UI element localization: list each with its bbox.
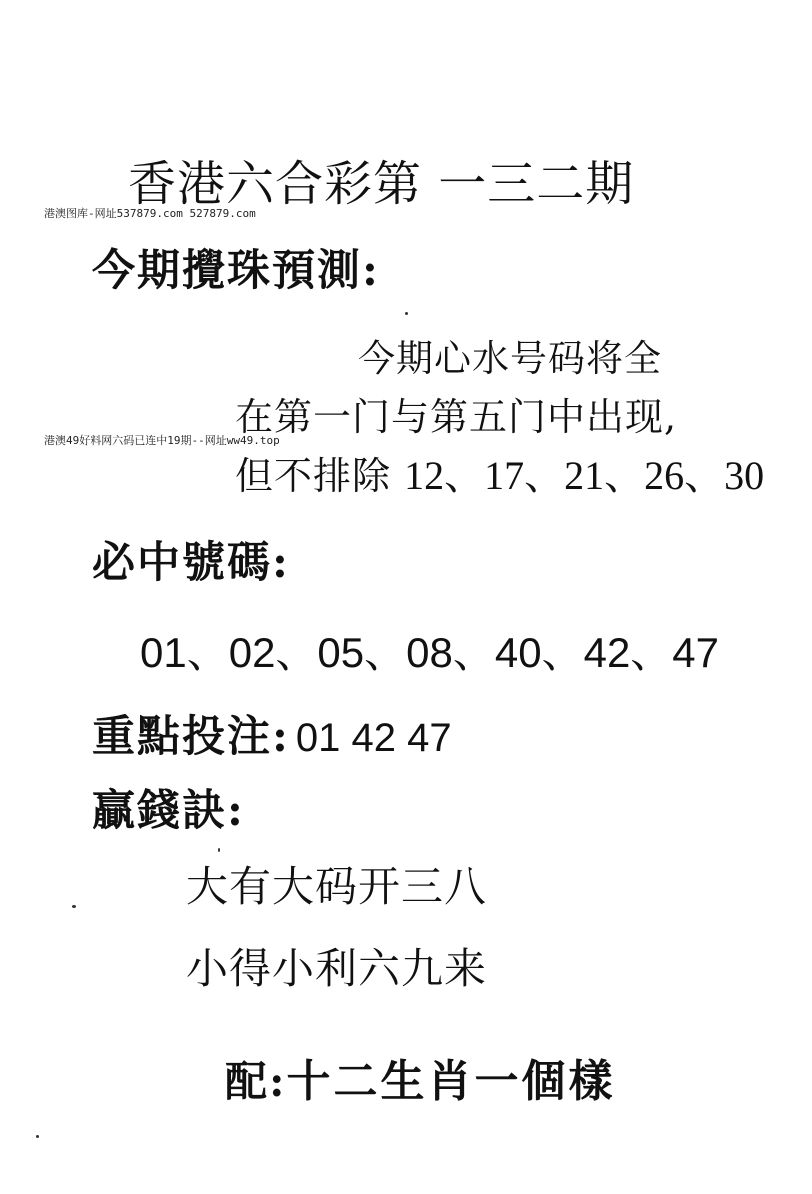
formula-verse-2: 小得小利六九来	[186, 944, 488, 993]
scan-speck	[36, 1135, 39, 1138]
match-row	[225, 1056, 616, 1107]
prediction-line-1: 今期心水号码将全	[358, 337, 662, 380]
key-bet-heading: 重點投注:	[92, 712, 290, 762]
scan-speck	[218, 848, 220, 852]
excluded-numbers: 12、17、21、26、30	[404, 453, 765, 498]
watermark-middle: 港澳49好料网六码已连中19期--网址ww49.top	[44, 434, 280, 447]
must-win-numbers: 01、02、05、08、40、42、47	[140, 629, 720, 676]
match-zodiac: 十二生肖一個樣	[286, 1056, 616, 1107]
watermark-top: 港澳图库-网址537879.com 527879.com	[44, 207, 256, 220]
scan-speck	[405, 312, 408, 315]
prediction-line-2: 在第一门与第五门中出现,	[235, 395, 678, 439]
prediction-heading: 今期攪珠預測:	[92, 246, 380, 296]
match-label: 配:	[225, 1057, 287, 1106]
prediction-line-3-prefix: 但不排除	[235, 454, 392, 498]
prediction-line-3	[235, 453, 765, 498]
must-win-heading: 必中號碼:	[92, 538, 290, 588]
key-bet-row	[92, 712, 452, 762]
key-bet-numbers: 01 42 47	[295, 716, 452, 760]
scan-speck	[72, 905, 76, 908]
document-title: 香港六合彩第 一三二期	[128, 156, 635, 212]
formula-verse-1: 大有大码开三八	[186, 862, 488, 911]
formula-heading: 贏錢訣:	[92, 786, 245, 836]
